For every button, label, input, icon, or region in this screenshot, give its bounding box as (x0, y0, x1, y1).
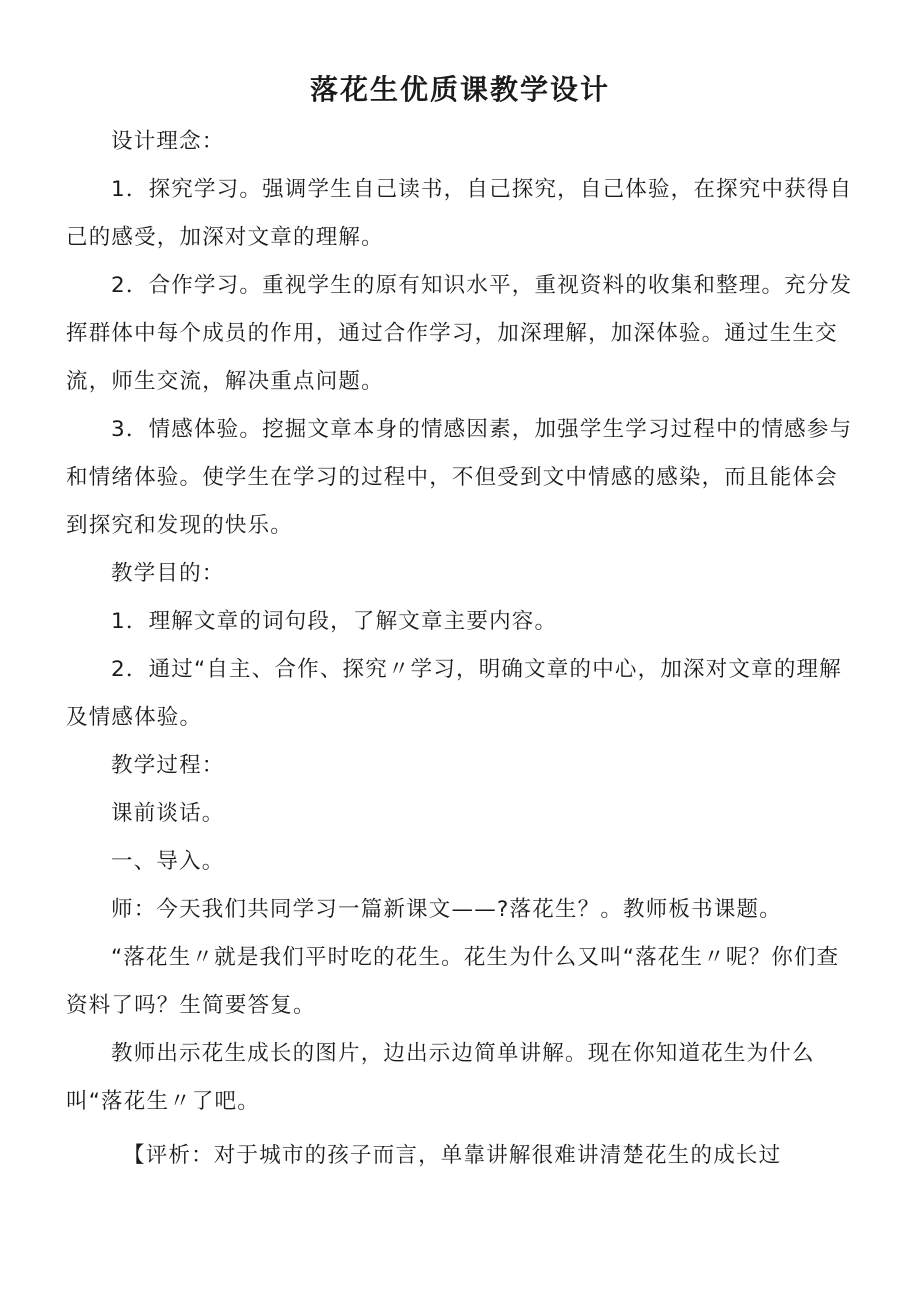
paragraph-introduction: 一、导入。 (111, 849, 225, 874)
paragraph-goal-1: 1．理解文章的词句段，了解文章主要内容。 (111, 609, 558, 634)
paragraph-goal-2: 2．通过“自主、合作、探究〃学习，明确文章的中心，加深对文章的理解及情感体验。 (66, 657, 842, 730)
document-title: 落花生优质课教学设计 (309, 73, 610, 106)
paragraph-pre-class-talk: 课前谈话。 (111, 801, 225, 826)
paragraph-emotional-experience: 3．情感体验。挖掘文章本身的情感因素，加强学生学习过程中的情感参与和情绪体验。使学生在学习的过程中，不但受到文中情感的感染，而且能体会到探究和发现的快乐。 (66, 417, 853, 538)
section-heading-design-concept: 设计理念： (111, 129, 225, 154)
section-heading-teaching-goals: 教学目的： (111, 561, 225, 586)
paragraph-teacher-shows-images: 教师出示花生成长的图片，边出示边简单讲解。现在你知道花生为什么叫“落花生〃了吧。 (66, 1041, 815, 1114)
paragraph-cooperative-learning: 2．合作学习。重视学生的原有知识水平，重视资料的收集和整理。充分发挥群体中每个成员的作用，通过合作学习，加深理解，加深体验。通过生生交流，师生交流，解决重点问题。 (66, 273, 853, 394)
paragraph-commentary: 【评析：对于城市的孩子而言，单靠讲解很难讲清楚花生的成长过 (123, 1143, 782, 1168)
paragraph-peanut-question: “落花生〃就是我们平时吃的花生。花生为什么又叫“落花生〃呢？你们查资料了吗？生简要答复。 (66, 945, 840, 1018)
section-heading-teaching-process: 教学过程： (111, 753, 225, 778)
paragraph-inquiry-learning: 1．探究学习。强调学生自己读书，自己探究，自己体验，在探究中获得自己的感受，加深对文章的理解。 (66, 177, 853, 250)
paragraph-teacher-intro: 师：今天我们共同学习一篇新课文——?落花生？。教师板书课题。 (111, 897, 782, 922)
